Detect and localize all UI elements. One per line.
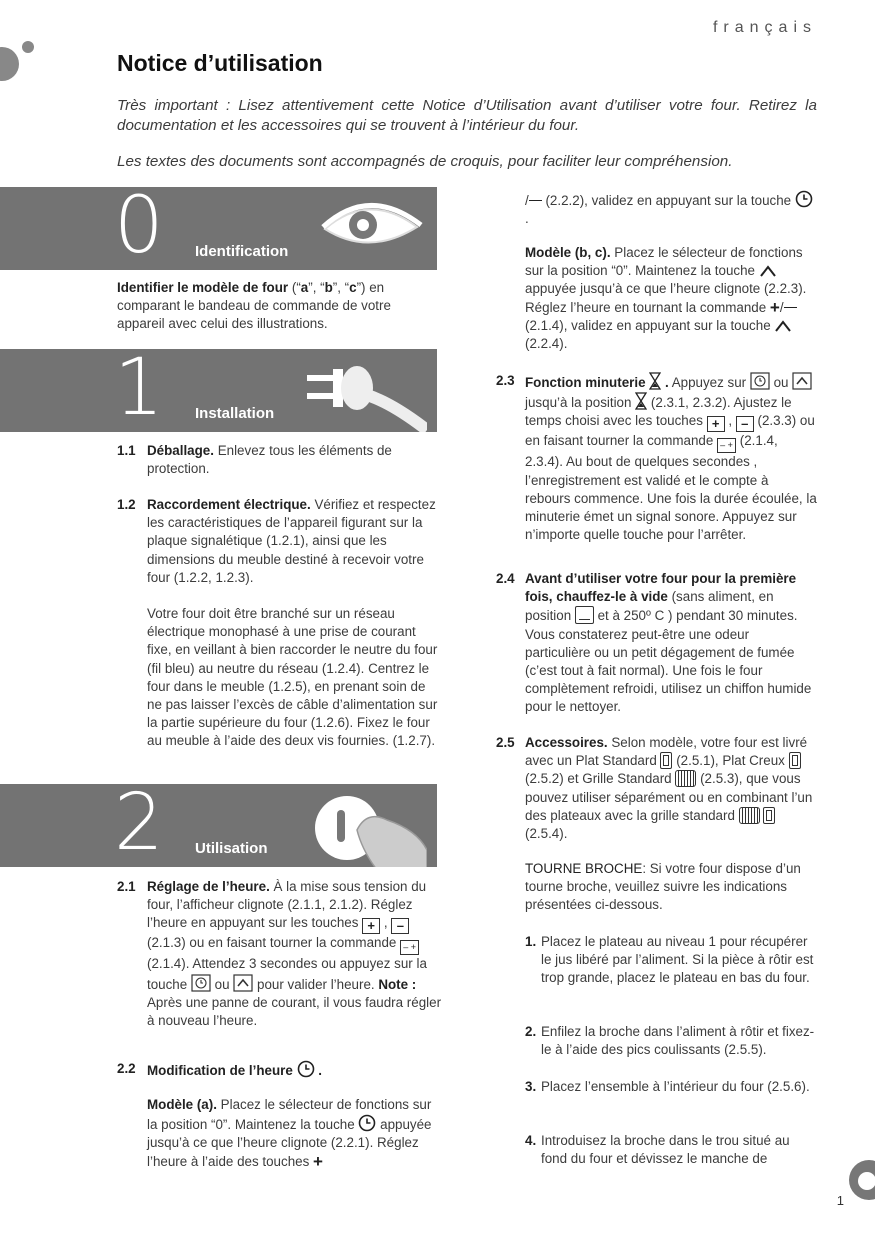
section-2-2-model-a-continued: / (2.2.2), validez en appuyant sur la touche . <box>525 190 817 228</box>
deep-tray-icon <box>789 752 801 769</box>
tourne-broche-text: TOURNE BROCHE: Si votre four dispose d’un tourne broche, veuillez suivre les indications présentées ci-dessous. <box>525 861 801 913</box>
tray-icon <box>763 807 775 824</box>
section-label: Identification <box>195 242 289 260</box>
section-2-2-title: Modification de l’heure . <box>147 1060 442 1080</box>
step-text: Enfilez la broche dans l’aliment à rôtir et fixez-le à l’aide des pics coulissants (2.5.5). <box>541 1024 815 1058</box>
step-text: Introduisez la broche dans le trou situé au fond du four et dévissez le manche de <box>541 1133 790 1167</box>
step-text: Placez le plateau au niveau 1 pour récupérer le jus libéré par l’aliment. Si la pièce à rôtir est trop grande, placez le plateau en bas du four. <box>541 934 814 986</box>
section-number: 0 <box>114 187 164 270</box>
section-number: 2 <box>114 784 164 867</box>
section-2-1-text: Réglage de l’heure. À la mise sous tension du four, l’afficheur clignote (2.1.1, 2.1.2). Réglez l’heure en appuyant sur les touches + , – (2.1.3) ou en faisant tourner la commande – + (2.1.4). Attendez 3 secondes ou appuyez sur la touche ou pour valider l’heure. Note : Après une panne de courant, il vous faudra régler à nouveau l’heure. <box>147 879 442 1029</box>
intro-warning: Très important : Lisez attentivement cette Notice d’Utilisation avant d’utiliser votre four. Retirez la documentation et les accessoires qui se trouvent à l’intérieur du four. <box>117 97 817 134</box>
section-band-installation <box>0 349 437 432</box>
step-number: 3. <box>525 1079 537 1094</box>
section-number-2-5: 2.5 <box>496 735 515 750</box>
eye-icon <box>317 193 427 265</box>
section-2-3-text: Fonction minuterie . Appuyez sur ou jusqu’à la position (2.3.1, 2.3.2). Ajustez le temps choisi avec les touches + , – (2.3.3) ou en faisant tourner la commande – + (2.1.4, 2.3.4). Au bout de quelques secondes , l’enregistrement est validé et le compte à rebours commence. Une fois la durée écoulée, la minuterie émet un signal sonore. Appuyez sur n’importe quelle touche pour l’arrêter. <box>525 372 817 544</box>
minus-icon <box>529 200 542 201</box>
section-number-2-2: 2.2 <box>117 1061 136 1076</box>
plus-icon: + <box>769 297 780 317</box>
power-button-icon <box>307 790 427 867</box>
plug-icon <box>297 355 427 432</box>
hourglass-icon <box>649 372 661 390</box>
plus-icon: + <box>313 1151 323 1171</box>
section-2-5-text: Accessoires. Selon modèle, votre four est livré avec un Plat Standard (2.5.1), Plat Creux (2.5.2) et Grille Standard (2.5.3), que vous pouvez utiliser séparément ou en combinant l’un des plateaux avec la grille standard (2.5.4). <box>525 735 813 842</box>
section-number-2-4: 2.4 <box>496 571 515 586</box>
plus-key-icon: + <box>362 918 380 934</box>
plus-key-icon: + <box>707 416 725 432</box>
chevron-up-icon <box>774 319 792 333</box>
section-label: Utilisation <box>195 839 268 857</box>
hourglass-icon <box>635 392 647 410</box>
section-number: 1 <box>114 349 164 432</box>
section-number-1-2: 1.2 <box>117 497 136 512</box>
up-key-icon <box>233 974 253 992</box>
minus-icon <box>784 307 797 308</box>
step-number: 1. <box>525 934 537 949</box>
section-label: Installation <box>195 404 275 422</box>
minus-key-icon: – <box>391 918 409 934</box>
clock-icon <box>795 190 813 208</box>
grille-icon <box>675 770 696 787</box>
intro-note: Les textes des documents sont accompagnés de croquis, pour faciliter leur compréhension. <box>117 153 733 170</box>
up-key-icon <box>792 372 812 390</box>
section-2-4-text: Avant d’utiliser votre four pour la première fois, chauffez-le à vide (sans aliment, en position et à 250º C ) pendant 30 minutes. Vous constaterez peut-être une odeur particulière ou un petit dégagement de fumée (c’est tout à fait normal). Une fois le four complètement refroidi, utilisez un chiffon humide pour le nettoyer. <box>525 571 812 715</box>
step-number: 2. <box>525 1024 537 1039</box>
bottom-heat-position-icon <box>575 606 594 624</box>
section-band-utilisation <box>0 784 437 867</box>
chevron-up-icon <box>759 264 777 278</box>
rotary-control-icon: – + <box>717 438 736 453</box>
section-number-1-1: 1.1 <box>117 443 136 458</box>
section-1-2-text-2: Votre four doit être branché sur un réseau électrique monophasé à une prise de courant fixe, en veillant à bien raccorder le neutre du four (fil bleu) au neutre du réseau (1.2.4). Centrez le four dans le meuble (1.2.5), en prenant soin de ne pas laisser l’excès de câble d’alimentation sur la partie supérieure du four (1.2.6). Fixez le four au meuble à l’aide des deux vis fournies. (1.2.7). <box>147 606 438 749</box>
clock-icon <box>358 1114 376 1132</box>
clock-key-icon <box>191 974 211 992</box>
standard-tray-icon <box>660 752 672 769</box>
clock-key-icon <box>750 372 770 390</box>
section-2-2-model-a-text: Modèle (a). Placez le sélecteur de fonctions sur la position “0”. Maintenez la touche appuyée jusqu’à ce que l’heure clignote (2.2.1). Réglez l’heure à l’aide des touches + <box>147 1097 432 1171</box>
decorative-dots-icon <box>0 40 50 90</box>
step-number: 4. <box>525 1133 537 1148</box>
section-number-2-3: 2.3 <box>496 373 515 388</box>
rotary-control-icon: – + <box>400 940 419 955</box>
section-1-2-text: Raccordement électrique. Vérifiez et respectez les caractéristiques de l’appareil figurant sur la plaque signalétique (1.2.1), ainsi que les dimensions du meuble destiné à recevoir votre four (1.2.2, 1.2.3). <box>147 497 436 585</box>
section-number-2-1: 2.1 <box>117 879 136 894</box>
grille-icon <box>739 807 760 824</box>
section-band-identification <box>0 187 437 270</box>
section-2-2-model-bc-text: Modèle (b, c). Placez le sélecteur de fonctions sur la position “0”. Maintenez la touche appuyée jusqu’à ce que l’heure clignote (2.2.3). Réglez l’heure en tournant la commande +/ (2.1.4), validez en appuyant sur la touche (2.2.4). <box>525 245 807 352</box>
step-text: Placez l’ensemble à l’intérieur du four (2.5.6). <box>541 1079 810 1094</box>
identification-text: Identifier le modèle de four (“a”, “b”, “c”) en comparant le bandeau de commande de votre appareil avec celui des illustrations. <box>117 280 391 332</box>
page-number: 1 <box>836 1193 844 1208</box>
section-1-1-text: Déballage. Enlevez tous les éléments de protection. <box>147 443 392 477</box>
clock-icon <box>297 1060 315 1078</box>
page-title: Notice d’utilisation <box>117 50 323 76</box>
minus-key-icon: – <box>736 416 754 432</box>
decorative-circle-icon <box>843 1158 875 1202</box>
language-label: français <box>712 19 817 36</box>
